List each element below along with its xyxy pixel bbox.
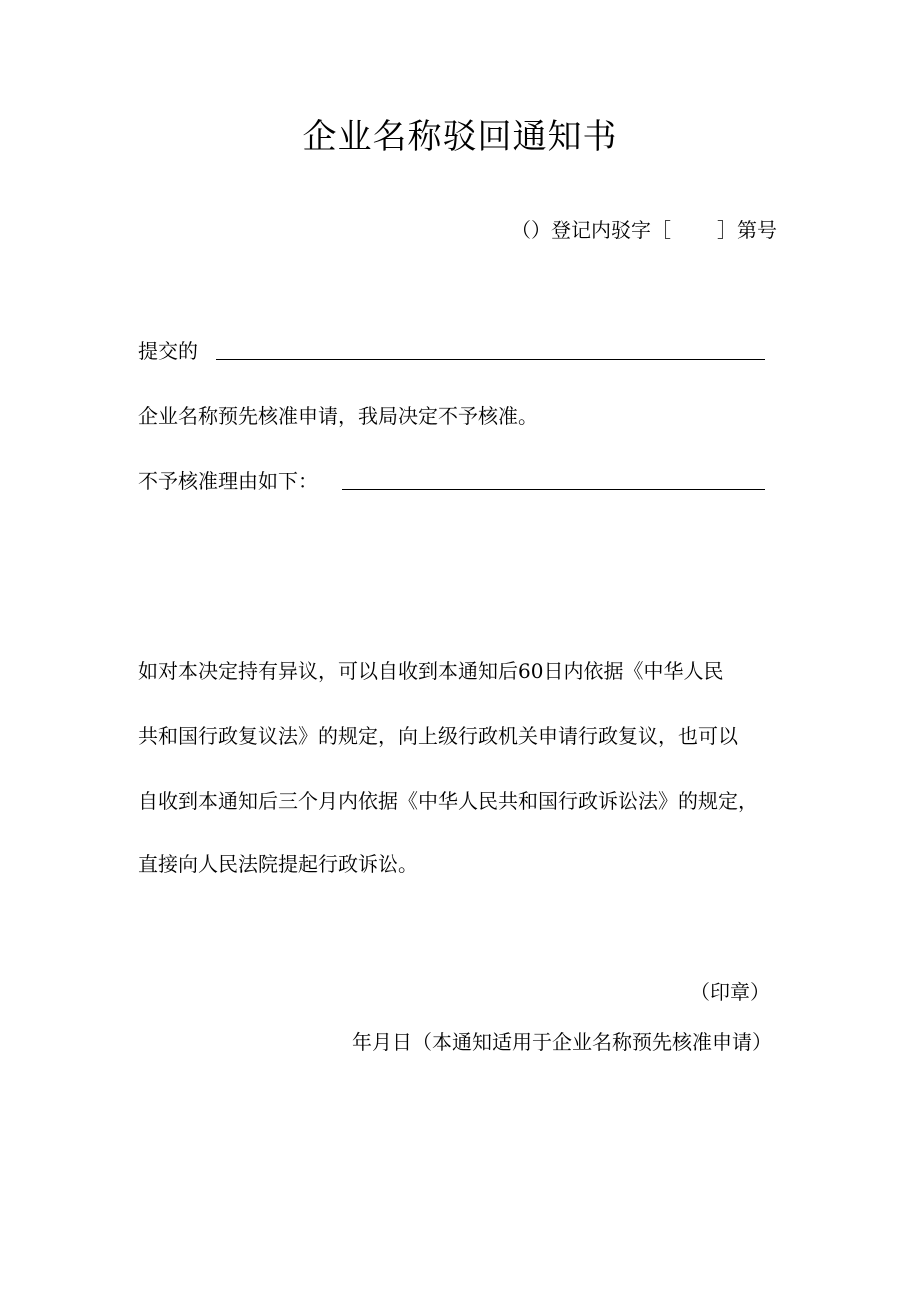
- notice-line-2: 共和国行政复议法》的规定，向上级行政机关申请行政复议，也可以: [138, 724, 738, 748]
- company-name-blank[interactable]: [216, 359, 765, 360]
- date-line: 年月日（本通知适用于企业名称预先核准申请）: [352, 1030, 772, 1054]
- document-number: [511, 212, 777, 248]
- notice-line-1: 如对本决定持有异议，可以自收到本通知后60日内依据《中华人民: [138, 659, 724, 683]
- submitted-label: 提交的: [138, 339, 198, 363]
- application-sentence: 企业名称预先核准申请，我局决定不予核准。: [138, 404, 538, 428]
- seal-placeholder: （印章）: [690, 980, 770, 1004]
- document-title: 企业名称驳回通知书: [302, 117, 618, 157]
- notice-line-3: 自收到本通知后三个月内依据《中华人民共和国行政诉讼法》的规定，: [138, 789, 758, 813]
- document-number-prefix: （）登记内驳字［: [511, 218, 671, 242]
- reason-label: 不予核准理由如下：: [138, 469, 318, 493]
- document-number-suffix: ］第号: [717, 218, 777, 242]
- notice-line-4: 直接向人民法院提起行政诉讼。: [138, 852, 418, 876]
- reason-blank[interactable]: [342, 489, 765, 490]
